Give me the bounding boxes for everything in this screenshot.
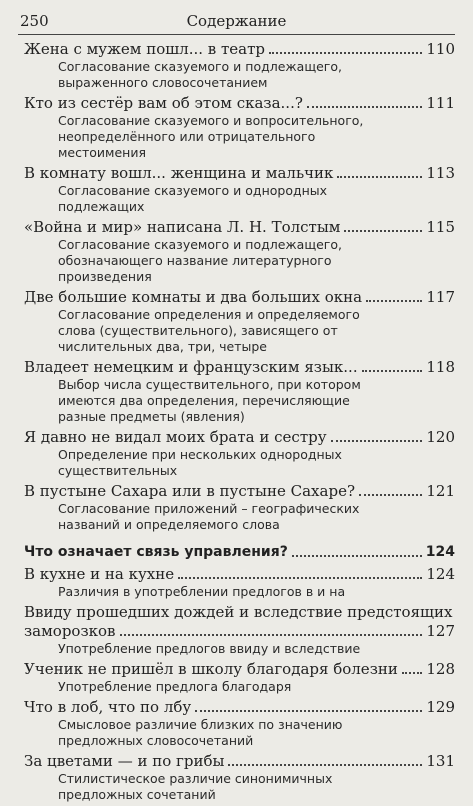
- leader-dots: [366, 300, 422, 302]
- leader-dots: [344, 230, 422, 232]
- running-head: [18, 8, 455, 35]
- entry-title: Кто из сестёр вам об этом сказа...?: [24, 94, 303, 112]
- entry-description: Употребление предлогов ввиду и вследствие: [58, 641, 361, 656]
- entry-title: Жена с мужем пошл... в театр: [24, 40, 266, 58]
- entry-page: 118: [426, 358, 455, 376]
- entry-page: 121: [426, 482, 455, 500]
- page-number: 250: [20, 12, 49, 30]
- entry-title-continuation: заморозков: [24, 622, 116, 640]
- section-title: Что означает связь управления?: [24, 544, 288, 560]
- toc-section[interactable]: [24, 543, 455, 562]
- entry-page: 129: [426, 698, 455, 716]
- entry-title: За цветами — и по грибы: [24, 752, 225, 770]
- leader-dots: [359, 494, 422, 496]
- entry-title: В кухне и на кухне: [24, 565, 175, 583]
- entry-description: Смысловое различие близких по значению предложных словосочетаний: [58, 717, 343, 748]
- entry-page: 128: [426, 660, 455, 678]
- toc-entry[interactable]: [24, 358, 455, 425]
- entry-description: Стилистическое различие синонимичных предложных сочетаний: [58, 771, 333, 802]
- entry-page: 120: [426, 428, 455, 446]
- entry-description: Выбор числа существительного, при котором имеются два определения, перечисляющие разные предметы (явления): [58, 377, 361, 424]
- leader-dots: [228, 764, 422, 766]
- entry-description: Согласование приложений – географических названий и определяемого слова: [58, 501, 360, 532]
- entry-description: Определение при нескольких однородных существительных: [58, 447, 342, 478]
- leader-dots: [402, 672, 422, 674]
- leader-dots: [195, 710, 422, 712]
- entry-title: Что в лоб, что по лбу: [24, 698, 192, 716]
- leader-dots: [120, 634, 423, 636]
- leader-dots: [269, 52, 422, 54]
- entry-page: 113: [426, 164, 455, 182]
- leader-dots: [178, 577, 422, 579]
- toc-entry[interactable]: [24, 603, 455, 657]
- toc-entry[interactable]: [24, 164, 455, 215]
- toc-entry[interactable]: [24, 94, 455, 161]
- entry-description: Согласование сказуемого и подлежащего, обозначающего название литературного произведения: [58, 237, 342, 284]
- entry-description: Согласование сказуемого и однородных подлежащих: [58, 183, 328, 214]
- entry-description: Согласование сказуемого и подлежащего, выраженного словосочетанием: [58, 59, 342, 90]
- entry-description: Употребление предлога благодаря: [58, 679, 292, 694]
- toc-list: [24, 40, 455, 806]
- entry-title: «Война и мир» написана Л. Н. Толстым: [24, 218, 341, 236]
- toc-entry[interactable]: [24, 660, 455, 695]
- running-title: Содержание: [186, 12, 287, 30]
- entry-page: 111: [426, 94, 455, 112]
- leader-dots: [337, 176, 422, 178]
- toc-entry[interactable]: [24, 698, 455, 749]
- entry-title: Владеет немецким и французским язык...: [24, 358, 358, 376]
- toc-entry[interactable]: [24, 482, 455, 533]
- leader-dots: [362, 370, 423, 372]
- toc-entry[interactable]: [24, 428, 455, 479]
- toc-entry[interactable]: [24, 565, 455, 600]
- entry-title: Я давно не видал моих брата и сестру: [24, 428, 327, 446]
- toc-entry[interactable]: [24, 218, 455, 285]
- toc-entry[interactable]: [24, 752, 455, 803]
- leader-dots: [331, 440, 423, 442]
- entry-title: Ученик не пришёл в школу благодаря болезни: [24, 660, 398, 678]
- entry-page: 124: [426, 565, 455, 583]
- entry-title: Ввиду прошедших дождей и вследствие предстоящих: [24, 603, 453, 621]
- entry-description: Согласование сказуемого и вопросительного, неопределённого или отрицательного местоимения: [58, 113, 364, 160]
- leader-dots: [307, 106, 422, 108]
- entry-title: Две большие комнаты и два больших окна: [24, 288, 363, 306]
- entry-page: 127: [426, 622, 455, 640]
- entry-page: 131: [426, 752, 455, 770]
- leader-dots: [292, 555, 422, 557]
- entry-title: В пустыне Сахара или в пустыне Сахаре?: [24, 482, 355, 500]
- toc-entry[interactable]: [24, 288, 455, 355]
- entry-page: 115: [426, 218, 455, 236]
- entry-page: 117: [426, 288, 455, 306]
- toc-entry[interactable]: [24, 40, 455, 91]
- section-page: 124: [425, 544, 455, 560]
- entry-description: Различия в употреблении предлогов в и на: [58, 584, 346, 599]
- entry-page: 110: [426, 40, 455, 58]
- entry-title: В комнату вошл... женщина и мальчик: [24, 164, 334, 182]
- entry-description: Согласование определения и определяемого слова (существительного), зависящего от числительных два, три, четыре: [58, 307, 360, 354]
